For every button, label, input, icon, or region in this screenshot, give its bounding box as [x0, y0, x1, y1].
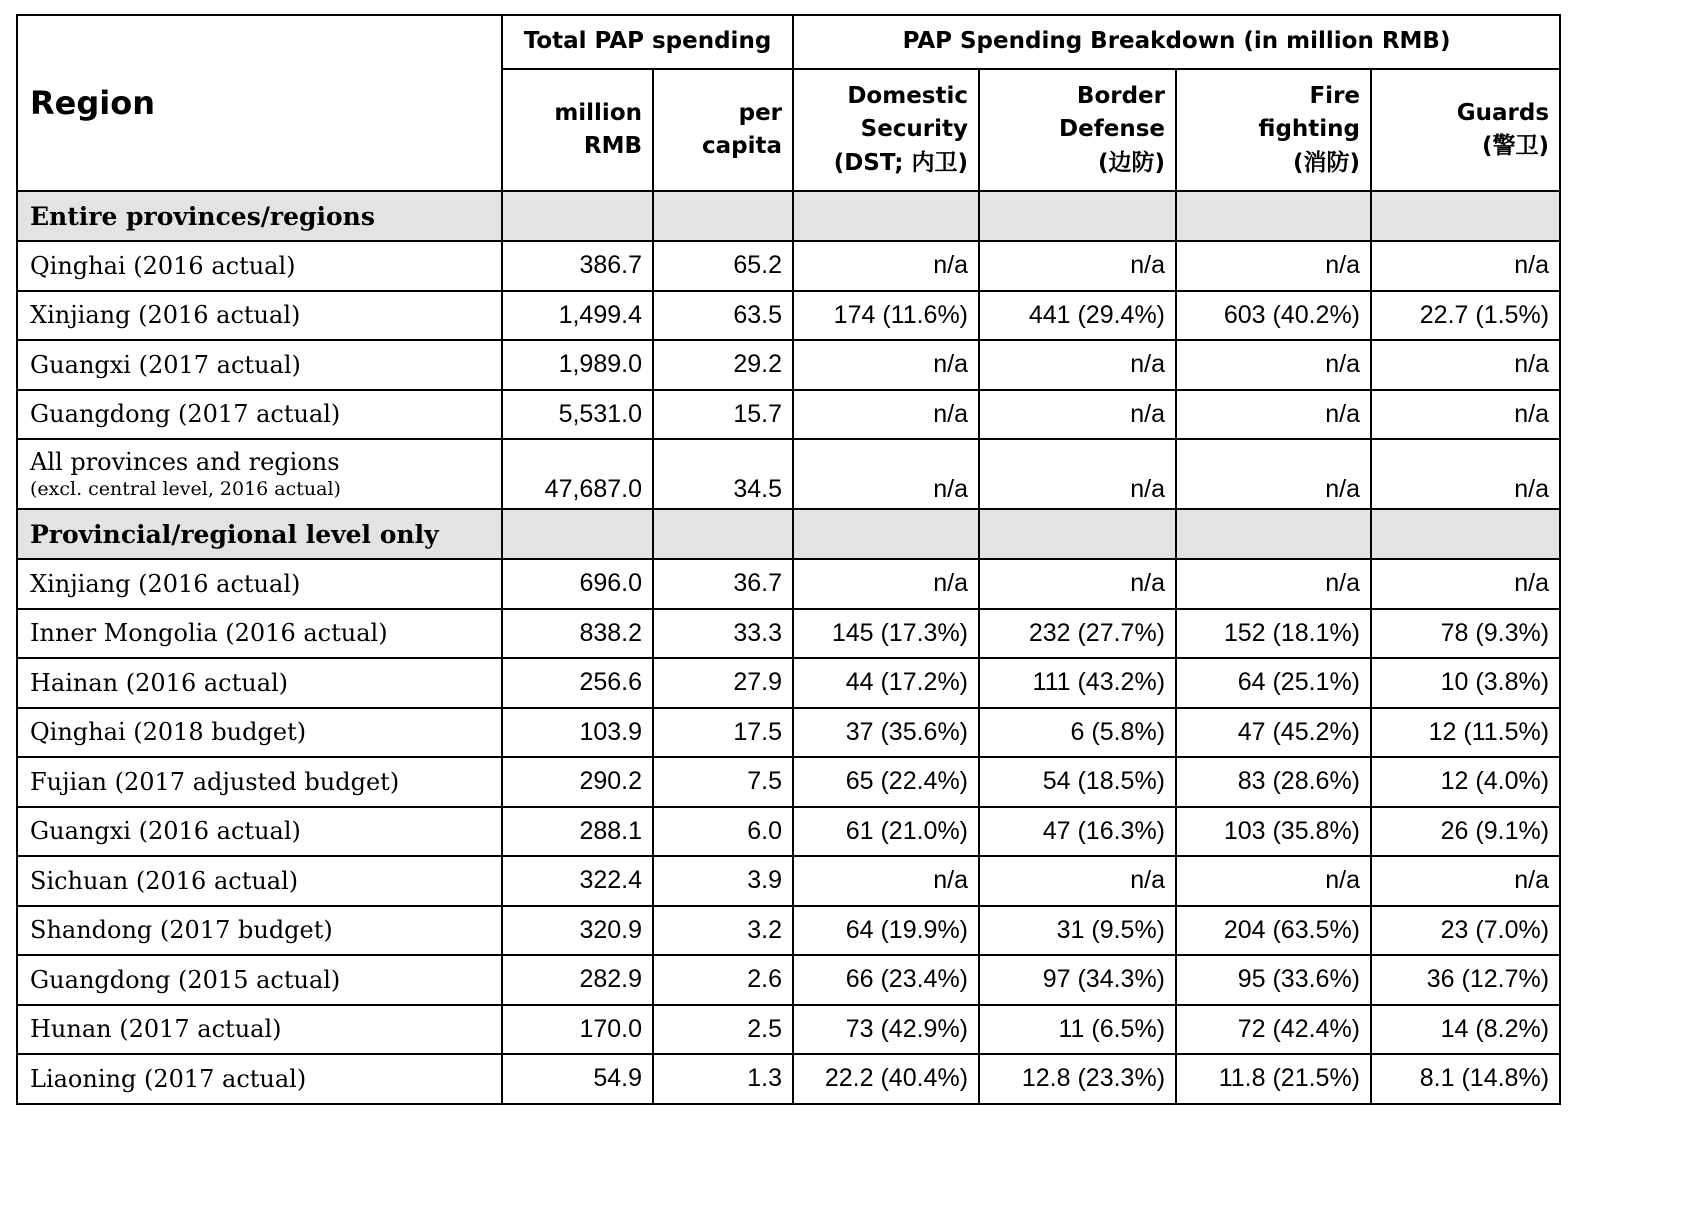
- per-capita-cell: 63.5: [653, 291, 793, 341]
- per-capita-cell: 27.9: [653, 658, 793, 708]
- border-defense-cell: 47 (16.3%): [979, 807, 1176, 857]
- table-row: [17, 906, 1560, 956]
- fire-fighting-cell: 603 (40.2%): [1176, 291, 1371, 341]
- table-row: [17, 757, 1560, 807]
- domestic-security-cell: n/a: [793, 241, 979, 291]
- border-defense-cell: 6 (5.8%): [979, 708, 1176, 758]
- border-defense-cell: n/a: [979, 559, 1176, 609]
- domestic-security-cell: 37 (35.6%): [793, 708, 979, 758]
- fire-fighting-cell: 72 (42.4%): [1176, 1005, 1371, 1055]
- section-empty-cell: [1371, 509, 1560, 559]
- fire-fighting-cell: 47 (45.2%): [1176, 708, 1371, 758]
- per-capita-cell: 2.6: [653, 955, 793, 1005]
- per-capita-cell: 34.5: [653, 439, 793, 509]
- border-defense-cell: n/a: [979, 241, 1176, 291]
- table-header: [17, 15, 1560, 191]
- header-line: million: [554, 99, 642, 126]
- table-row: [17, 658, 1560, 708]
- guards-cell: n/a: [1371, 856, 1560, 906]
- section-empty-cell: [1371, 191, 1560, 241]
- table-row: [17, 1054, 1560, 1104]
- guards-cell: 36 (12.7%): [1371, 955, 1560, 1005]
- domestic-security-cell: 174 (11.6%): [793, 291, 979, 341]
- section-header-row: [17, 191, 1560, 241]
- per-capita-cell: 17.5: [653, 708, 793, 758]
- border-defense-cell: 111 (43.2%): [979, 658, 1176, 708]
- per-capita-cell: 15.7: [653, 390, 793, 440]
- guards-cell: n/a: [1371, 559, 1560, 609]
- region-cell: Hainan (2016 actual): [17, 658, 502, 708]
- header-line: capita: [701, 133, 783, 159]
- header-line: (DST; 内卫): [833, 149, 969, 176]
- guards-cell: n/a: [1371, 340, 1560, 390]
- border-defense-cell: n/a: [979, 340, 1176, 390]
- header-line: (边防): [1097, 149, 1166, 176]
- domestic-security-cell: 65 (22.4%): [793, 757, 979, 807]
- section-empty-cell: [979, 509, 1176, 559]
- region-cell: Sichuan (2016 actual): [17, 856, 502, 906]
- table-row: [17, 291, 1560, 341]
- region-cell: Guangxi (2016 actual): [17, 807, 502, 857]
- region-cell: Xinjiang (2016 actual): [17, 559, 502, 609]
- border-defense-cell: n/a: [979, 856, 1176, 906]
- per-capita-cell: 3.9: [653, 856, 793, 906]
- domestic-security-cell: n/a: [793, 390, 979, 440]
- spending-breakdown-header: PAP Spending Breakdown (in million RMB): [793, 15, 1560, 69]
- table-row: [17, 559, 1560, 609]
- table-row: [17, 390, 1560, 440]
- border-defense-cell: 232 (27.7%): [979, 609, 1176, 659]
- region-cell: [17, 439, 502, 509]
- section-title: Provincial/regional level only: [17, 509, 502, 559]
- table-row: [17, 856, 1560, 906]
- per-capita-cell: 29.2: [653, 340, 793, 390]
- header-line: Fire: [1309, 82, 1361, 109]
- million-rmb-cell: 696.0: [502, 559, 653, 609]
- table-row: [17, 1005, 1560, 1055]
- per-capita-cell: 6.0: [653, 807, 793, 857]
- domestic-security-header: [793, 69, 979, 191]
- million-rmb-cell: 290.2: [502, 757, 653, 807]
- table-row: [17, 708, 1560, 758]
- section-empty-cell: [502, 191, 653, 241]
- fire-fighting-cell: 83 (28.6%): [1176, 757, 1371, 807]
- guards-header: [1371, 69, 1560, 191]
- fire-fighting-cell: n/a: [1176, 559, 1371, 609]
- section-title: Entire provinces/regions: [17, 191, 502, 241]
- fire-fighting-cell: 103 (35.8%): [1176, 807, 1371, 857]
- table-body: [17, 191, 1560, 1104]
- million-rmb-cell: 320.9: [502, 906, 653, 956]
- guards-cell: n/a: [1371, 439, 1560, 509]
- domestic-security-cell: 64 (19.9%): [793, 906, 979, 956]
- per-capita-cell: 2.5: [653, 1005, 793, 1055]
- header-line: Domestic: [847, 82, 969, 109]
- domestic-security-cell: 61 (21.0%): [793, 807, 979, 857]
- million-rmb-cell: 386.7: [502, 241, 653, 291]
- region-cell: Liaoning (2017 actual): [17, 1054, 502, 1104]
- million-rmb-cell: 170.0: [502, 1005, 653, 1055]
- guards-cell: n/a: [1371, 390, 1560, 440]
- region-note: (excl. central level, 2016 actual): [30, 478, 341, 500]
- table-row: [17, 807, 1560, 857]
- region-cell: Guangdong (2017 actual): [17, 390, 502, 440]
- guards-cell: 14 (8.2%): [1371, 1005, 1560, 1055]
- per-capita-cell: 7.5: [653, 757, 793, 807]
- guards-cell: 12 (4.0%): [1371, 757, 1560, 807]
- header-line: (消防): [1292, 149, 1361, 176]
- header-line: per: [738, 99, 783, 126]
- domestic-security-cell: n/a: [793, 439, 979, 509]
- fire-fighting-cell: n/a: [1176, 856, 1371, 906]
- million-rmb-cell: 256.6: [502, 658, 653, 708]
- guards-cell: 8.1 (14.8%): [1371, 1054, 1560, 1104]
- fire-fighting-cell: n/a: [1176, 241, 1371, 291]
- domestic-security-cell: 73 (42.9%): [793, 1005, 979, 1055]
- header-line: Guards: [1456, 99, 1550, 126]
- million-rmb-cell: 838.2: [502, 609, 653, 659]
- region-column-header: Region: [17, 15, 502, 191]
- fire-fighting-cell: 152 (18.1%): [1176, 609, 1371, 659]
- million-rmb-header: [502, 69, 653, 191]
- guards-cell: 26 (9.1%): [1371, 807, 1560, 857]
- table-row: [17, 439, 1560, 509]
- border-defense-cell: n/a: [979, 390, 1176, 440]
- section-empty-cell: [653, 509, 793, 559]
- section-empty-cell: [793, 191, 979, 241]
- border-defense-cell: 31 (9.5%): [979, 906, 1176, 956]
- fire-fighting-header: [1176, 69, 1371, 191]
- domestic-security-cell: 145 (17.3%): [793, 609, 979, 659]
- million-rmb-cell: 54.9: [502, 1054, 653, 1104]
- per-capita-cell: 33.3: [653, 609, 793, 659]
- fire-fighting-cell: 64 (25.1%): [1176, 658, 1371, 708]
- domestic-security-cell: 66 (23.4%): [793, 955, 979, 1005]
- million-rmb-cell: 282.9: [502, 955, 653, 1005]
- fire-fighting-cell: n/a: [1176, 439, 1371, 509]
- domestic-security-cell: 44 (17.2%): [793, 658, 979, 708]
- million-rmb-cell: 47,687.0: [502, 439, 653, 509]
- header-line: fighting: [1258, 116, 1361, 143]
- fire-fighting-cell: n/a: [1176, 340, 1371, 390]
- region-cell: Fujian (2017 adjusted budget): [17, 757, 502, 807]
- per-capita-header: [653, 69, 793, 191]
- section-empty-cell: [1176, 191, 1371, 241]
- pap-spending-table: [16, 14, 1561, 1105]
- border-defense-cell: 12.8 (23.3%): [979, 1054, 1176, 1104]
- section-empty-cell: [793, 509, 979, 559]
- header-line: Border: [1076, 82, 1166, 109]
- million-rmb-cell: 1,499.4: [502, 291, 653, 341]
- domestic-security-cell: n/a: [793, 856, 979, 906]
- million-rmb-cell: 5,531.0: [502, 390, 653, 440]
- guards-cell: 22.7 (1.5%): [1371, 291, 1560, 341]
- guards-cell: 23 (7.0%): [1371, 906, 1560, 956]
- section-empty-cell: [502, 509, 653, 559]
- per-capita-cell: 3.2: [653, 906, 793, 956]
- header-line: Defense: [1059, 116, 1166, 143]
- border-defense-cell: 97 (34.3%): [979, 955, 1176, 1005]
- section-header-row: [17, 509, 1560, 559]
- table-row: [17, 609, 1560, 659]
- guards-cell: n/a: [1371, 241, 1560, 291]
- million-rmb-cell: 322.4: [502, 856, 653, 906]
- domestic-security-cell: 22.2 (40.4%): [793, 1054, 979, 1104]
- region-name: All provinces and regions: [30, 448, 340, 476]
- region-cell: Hunan (2017 actual): [17, 1005, 502, 1055]
- domestic-security-cell: n/a: [793, 340, 979, 390]
- region-cell: Qinghai (2018 budget): [17, 708, 502, 758]
- per-capita-cell: 65.2: [653, 241, 793, 291]
- border-defense-cell: 54 (18.5%): [979, 757, 1176, 807]
- header-line: Security: [860, 116, 969, 143]
- border-defense-cell: 11 (6.5%): [979, 1005, 1176, 1055]
- guards-cell: 10 (3.8%): [1371, 658, 1560, 708]
- region-cell: Guangxi (2017 actual): [17, 340, 502, 390]
- fire-fighting-cell: 95 (33.6%): [1176, 955, 1371, 1005]
- fire-fighting-cell: n/a: [1176, 390, 1371, 440]
- guards-cell: 78 (9.3%): [1371, 609, 1560, 659]
- total-pap-spending-header: Total PAP spending: [502, 15, 793, 69]
- fire-fighting-cell: 204 (63.5%): [1176, 906, 1371, 956]
- per-capita-cell: 1.3: [653, 1054, 793, 1104]
- table-row: [17, 241, 1560, 291]
- region-cell: Inner Mongolia (2016 actual): [17, 609, 502, 659]
- border-defense-header: [979, 69, 1176, 191]
- region-cell: Guangdong (2015 actual): [17, 955, 502, 1005]
- section-empty-cell: [1176, 509, 1371, 559]
- header-group-row: [17, 15, 1560, 69]
- region-cell: Shandong (2017 budget): [17, 906, 502, 956]
- region-cell: Xinjiang (2016 actual): [17, 291, 502, 341]
- fire-fighting-cell: 11.8 (21.5%): [1176, 1054, 1371, 1104]
- table-row: [17, 340, 1560, 390]
- domestic-security-cell: n/a: [793, 559, 979, 609]
- section-empty-cell: [979, 191, 1176, 241]
- header-line: (警卫): [1482, 133, 1550, 159]
- million-rmb-cell: 288.1: [502, 807, 653, 857]
- header-line: RMB: [583, 133, 642, 159]
- million-rmb-cell: 1,989.0: [502, 340, 653, 390]
- border-defense-cell: n/a: [979, 439, 1176, 509]
- section-empty-cell: [653, 191, 793, 241]
- per-capita-cell: 36.7: [653, 559, 793, 609]
- guards-cell: 12 (11.5%): [1371, 708, 1560, 758]
- table-row: [17, 955, 1560, 1005]
- region-cell: Qinghai (2016 actual): [17, 241, 502, 291]
- border-defense-cell: 441 (29.4%): [979, 291, 1176, 341]
- million-rmb-cell: 103.9: [502, 708, 653, 758]
